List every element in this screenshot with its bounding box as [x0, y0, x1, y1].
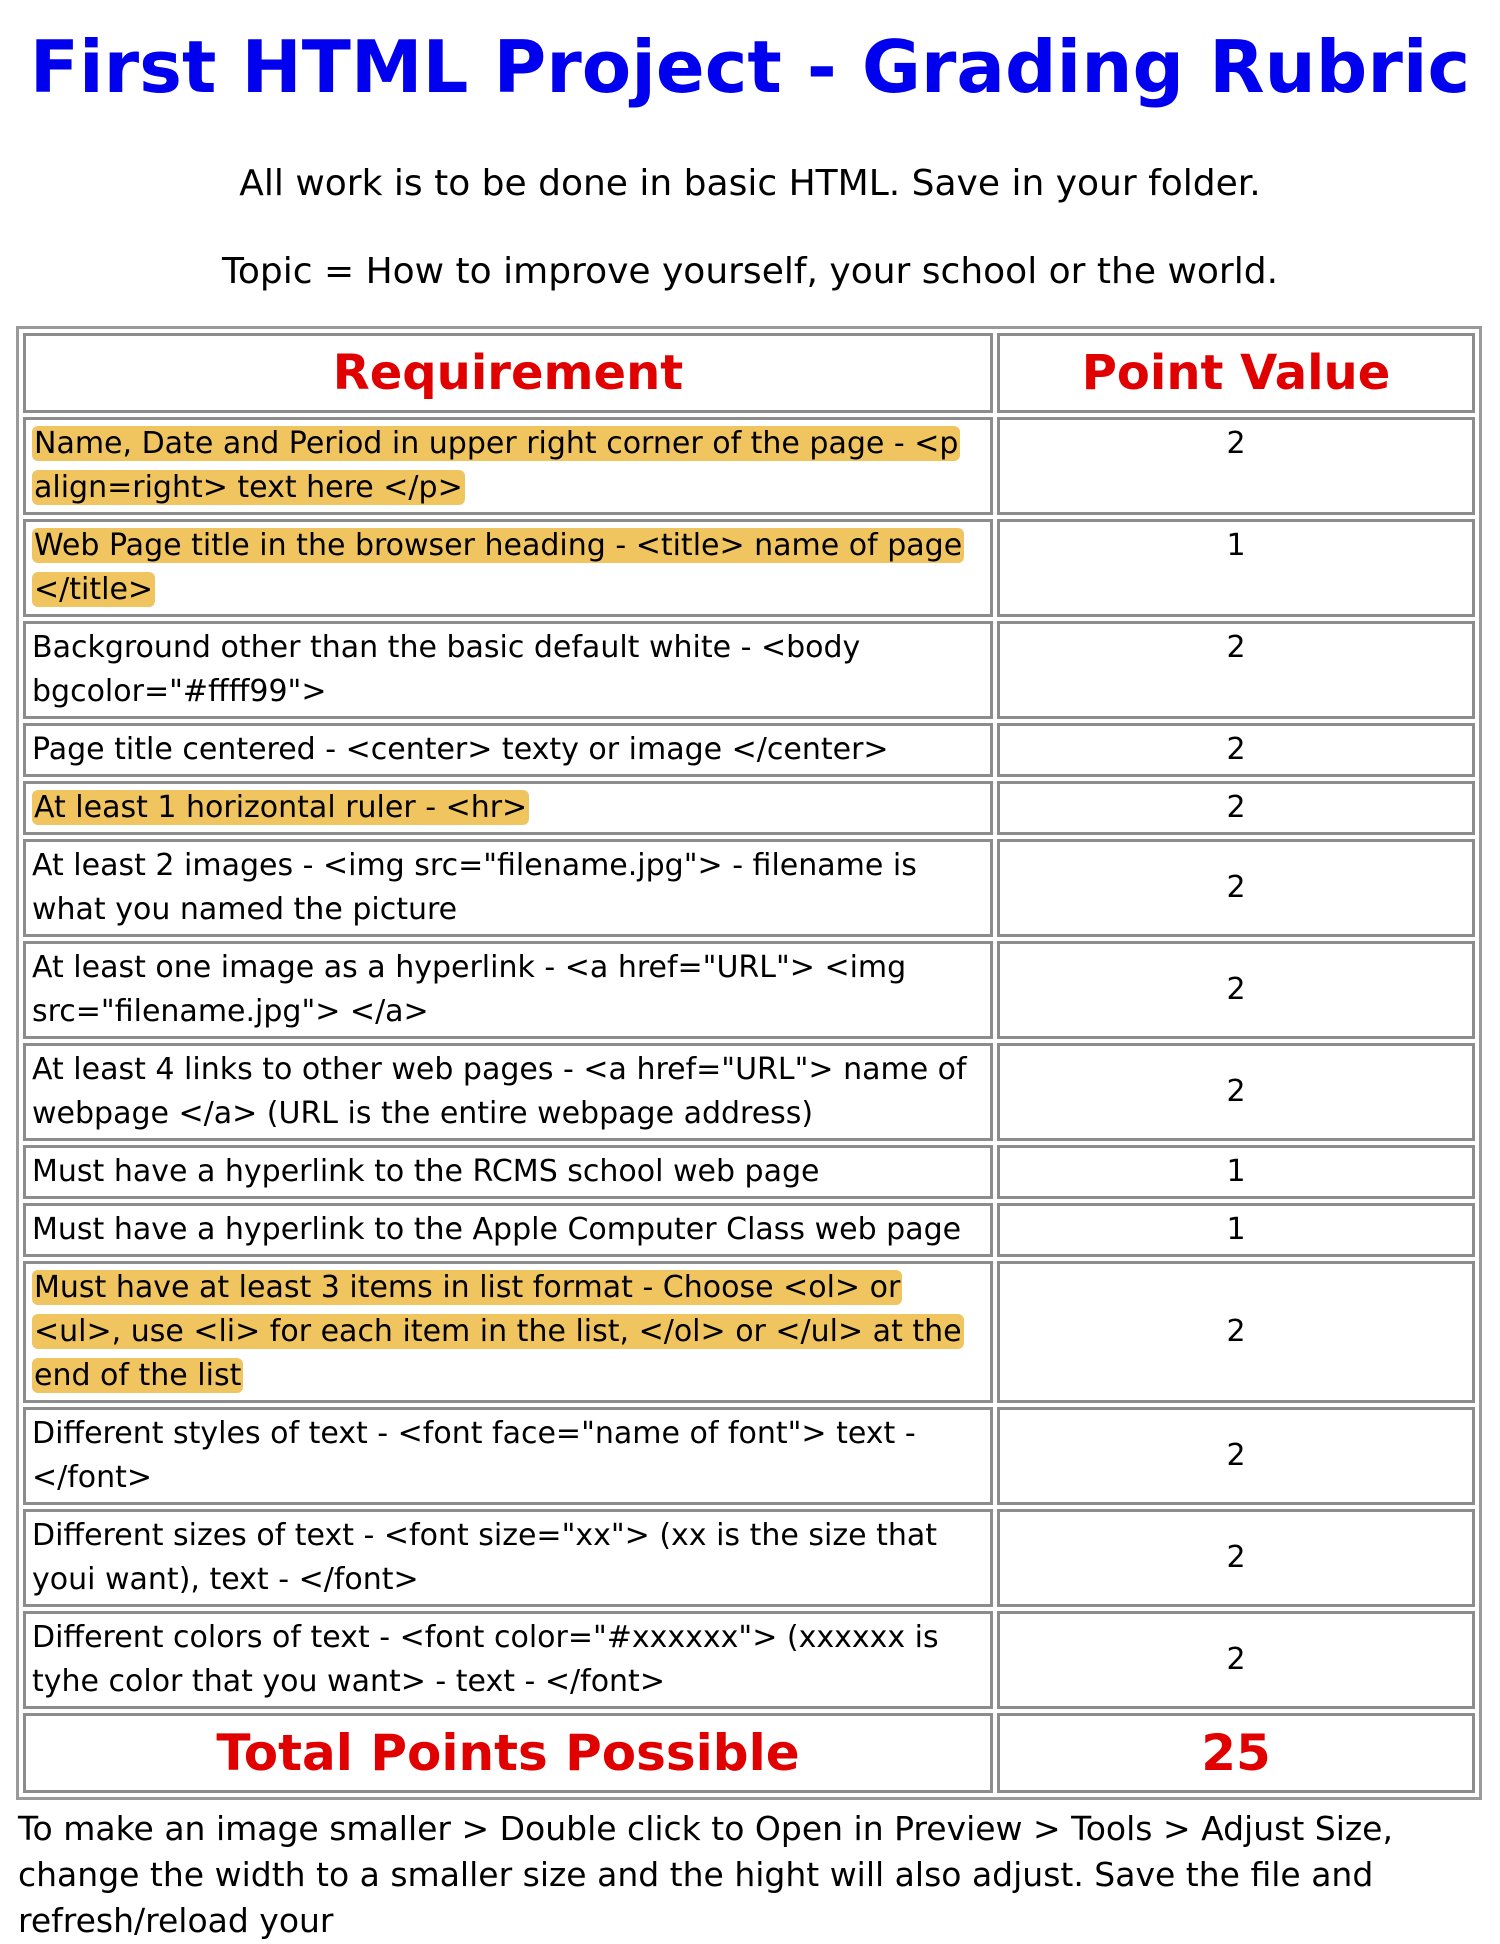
requirement-text: Different sizes of text - <font size="xx"> (xx is the size that youi want), text - </font>	[32, 1518, 937, 1597]
requirement-cell	[23, 519, 993, 617]
point-value-cell: 2	[997, 839, 1475, 937]
rubric-row	[23, 621, 1475, 719]
point-value-cell: 2	[997, 1611, 1475, 1709]
point-value-cell: 2	[997, 1043, 1475, 1141]
requirement-cell	[23, 1043, 993, 1141]
requirement-text: Different colors of text - <font color="#xxxxxx"> (xxxxxx is tyhe color that you want> - text - </font>	[32, 1620, 939, 1699]
requirement-cell	[23, 417, 993, 515]
rubric-row	[23, 519, 1475, 617]
requirement-text: Must have a hyperlink to the Apple Computer Class web page	[32, 1212, 962, 1247]
requirement-text: Different styles of text - <font face="name of font"> text - </font>	[32, 1416, 916, 1495]
requirement-cell	[23, 1509, 993, 1607]
rubric-row	[23, 1407, 1475, 1505]
requirement-text: At least one image as a hyperlink - <a href="URL"> <img src="filename.jpg"> </a>	[32, 950, 907, 1029]
requirement-text: Page title centered - <center> texty or image </center>	[32, 732, 889, 767]
requirement-cell	[23, 1145, 993, 1199]
point-value-cell: 2	[997, 941, 1475, 1039]
page-title: First HTML Project - Grading Rubric	[29, 25, 1471, 109]
point-value-cell: 1	[997, 1203, 1475, 1257]
requirement-cell	[23, 781, 993, 835]
rubric-row	[23, 417, 1475, 515]
requirement-cell	[23, 1407, 993, 1505]
total-label: Total Points Possible	[23, 1713, 993, 1793]
requirement-cell	[23, 1203, 993, 1257]
point-value-cell: 2	[997, 781, 1475, 835]
rubric-row	[23, 1043, 1475, 1141]
requirement-text: Must have a hyperlink to the RCMS school web page	[32, 1154, 820, 1189]
rubric-row	[23, 839, 1475, 937]
point-value-cell: 1	[997, 1145, 1475, 1199]
requirement-cell	[23, 723, 993, 777]
point-value-cell: 2	[997, 1407, 1475, 1505]
point-value-header: Point Value	[997, 333, 1475, 413]
requirement-text: Name, Date and Period in upper right corner of the page - <p align=right> text here </p>	[34, 426, 959, 505]
total-row	[23, 1713, 1475, 1793]
point-value-cell: 1	[997, 519, 1475, 617]
requirement-header: Requirement	[23, 333, 993, 413]
rubric-row	[23, 1261, 1475, 1403]
requirement-cell	[23, 1611, 993, 1709]
rubric-row	[23, 1203, 1475, 1257]
requirement-cell	[23, 621, 993, 719]
instructions-text: All work is to be done in basic HTML. Save in your folder.	[239, 163, 1261, 204]
requirement-text: At least 4 links to other web pages - <a href="URL"> name of webpage </a> (URL is the entire webpage address)	[32, 1052, 967, 1131]
resize-instructions: To make an image smaller > Double click to Open in Preview > Tools > Adjust Size, change the width to a smaller size and the hight will also adjust. Save the file and refresh/reload your	[18, 1809, 1393, 1940]
total-value: 25	[997, 1713, 1475, 1793]
rubric-row	[23, 781, 1475, 835]
rubric-row	[23, 1611, 1475, 1709]
rubric-row	[23, 1145, 1475, 1199]
requirement-text: Background other than the basic default white - <body bgcolor="#ffff99">	[32, 630, 861, 709]
rubric-table	[16, 326, 1482, 1800]
requirement-cell	[23, 1261, 993, 1403]
requirement-text: Must have at least 3 items in list format - Choose <ol> or <ul>, use <li> for each item in the list, </ol> or </ul> at the end of the list	[34, 1270, 962, 1393]
rubric-row	[23, 1509, 1475, 1607]
header-row	[23, 333, 1475, 413]
requirement-text: At least 1 horizontal ruler - <hr>	[34, 790, 528, 825]
rubric-row	[23, 723, 1475, 777]
requirement-cell	[23, 839, 993, 937]
requirement-text: Web Page title in the browser heading - <title> name of page </title>	[34, 528, 963, 607]
requirement-text: At least 2 images - <img src="filename.jpg"> - filename is what you named the picture	[32, 848, 917, 927]
requirement-cell	[23, 941, 993, 1039]
rubric-rows	[23, 417, 1475, 1709]
point-value-cell: 2	[997, 723, 1475, 777]
rubric-row	[23, 941, 1475, 1039]
point-value-cell: 2	[997, 1261, 1475, 1403]
topic-text: Topic = How to improve yourself, your school or the world.	[221, 251, 1279, 292]
point-value-cell: 2	[997, 417, 1475, 515]
point-value-cell: 2	[997, 1509, 1475, 1607]
point-value-cell: 2	[997, 621, 1475, 719]
